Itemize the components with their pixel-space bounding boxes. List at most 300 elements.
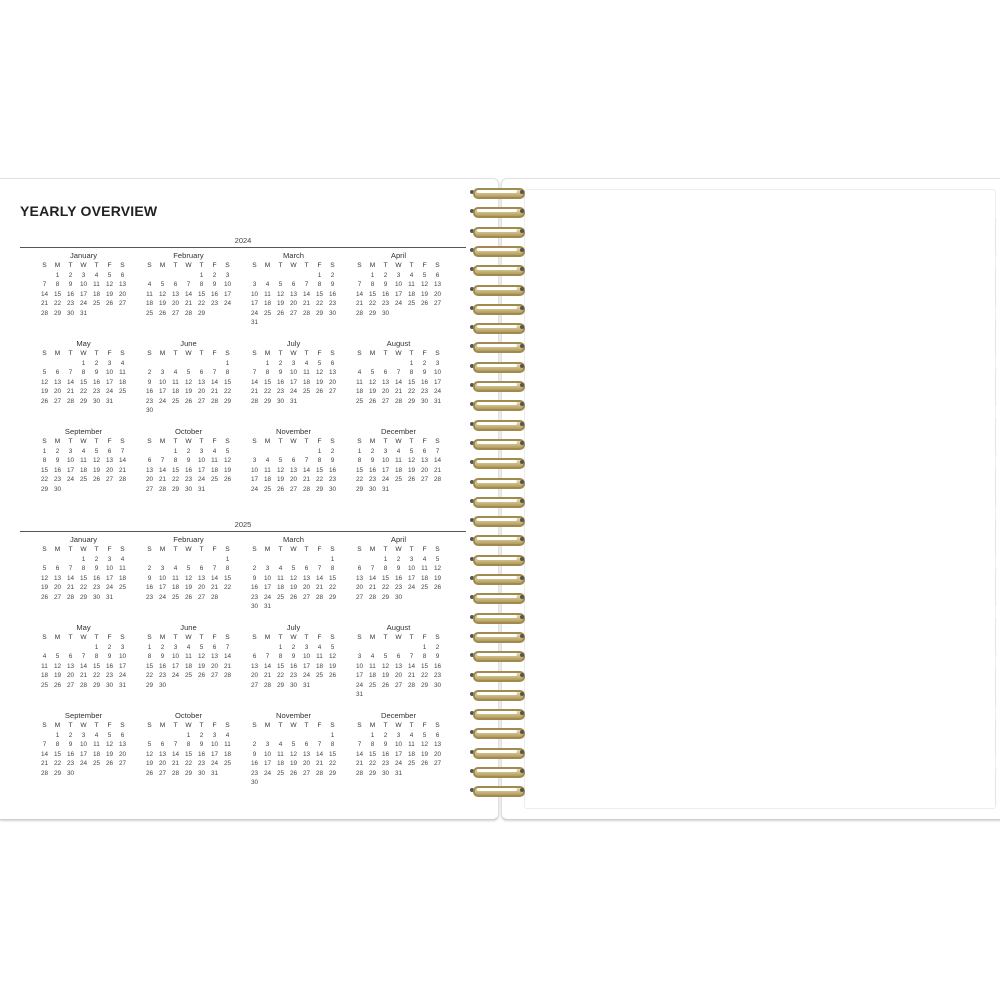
day-cell: 2 (147, 369, 152, 376)
day-cell: 23 (210, 300, 219, 307)
weekday-label: T (383, 262, 388, 269)
day-cell: 17 (250, 476, 259, 483)
week-row (38, 574, 143, 584)
month-name: July (286, 623, 301, 632)
day-cell: 24 (158, 397, 167, 405)
day-cell: 25 (118, 584, 127, 591)
binding-hole (520, 557, 524, 561)
day-cell: 30 (289, 681, 298, 689)
weekday-label: T (383, 546, 388, 553)
day-cell (77, 769, 90, 779)
day-cell (221, 485, 234, 495)
weekday-label: F (422, 438, 427, 445)
day-cell: 11 (185, 653, 192, 660)
day-cell: 9 (94, 369, 99, 376)
day-cell (182, 406, 195, 416)
day-cell: 16 (92, 378, 101, 386)
day-cell: 3 (435, 359, 440, 367)
weekday-label: T (68, 722, 73, 729)
week-row (143, 662, 248, 672)
weekday-label: W (290, 722, 297, 729)
day-cell: 9 (55, 457, 60, 464)
day-cell: 18 (276, 760, 285, 767)
day-cell: 27 (118, 300, 127, 307)
day-cell: 25 (276, 769, 285, 777)
day-cell (431, 485, 444, 495)
day-cell (392, 485, 405, 495)
weekday-label: S (42, 722, 47, 729)
week-row (143, 593, 248, 603)
day-cell: 17 (171, 662, 180, 670)
day-cell: 11 (119, 565, 126, 572)
day-cell: 13 (289, 466, 298, 474)
week-row (353, 447, 458, 457)
day-cell: 25 (302, 388, 311, 395)
day-cell: 6 (199, 565, 204, 572)
day-cell: 13 (433, 281, 442, 288)
day-cell: 7 (186, 281, 191, 288)
day-cell (313, 555, 326, 565)
day-cell: 6 (357, 565, 362, 572)
spiral-coil (470, 688, 526, 700)
day-cell: 31 (302, 681, 311, 689)
week-row (248, 750, 353, 760)
day-cell (366, 359, 379, 369)
day-cell: 8 (81, 565, 86, 572)
day-cell: 14 (40, 290, 49, 298)
week-row (353, 309, 458, 319)
weekday-label: M (159, 350, 166, 357)
day-cell: 16 (184, 466, 193, 474)
weekday-label: T (278, 722, 283, 729)
weekday-label: T (199, 722, 204, 729)
day-cell: 19 (92, 466, 101, 474)
day-cell: 24 (79, 300, 88, 307)
day-cell (182, 681, 195, 691)
day-cell: 20 (289, 300, 298, 307)
day-cell (274, 447, 287, 457)
day-cell: 27 (66, 681, 75, 689)
day-cell: 28 (40, 769, 49, 777)
day-cell (116, 309, 129, 319)
day-cell: 22 (407, 388, 416, 395)
day-cell: 23 (381, 300, 390, 307)
weekday-label: M (54, 262, 61, 269)
day-cell: 21 (158, 476, 167, 483)
day-cell: 14 (368, 574, 377, 582)
day-cell (366, 643, 379, 653)
spiral-coil (470, 746, 526, 758)
day-cell: 12 (407, 457, 416, 464)
day-cell: 14 (171, 750, 180, 758)
weekday-header (353, 261, 458, 271)
weekday-header (248, 261, 353, 271)
day-cell: 4 (409, 731, 414, 739)
day-cell: 6 (212, 643, 217, 651)
day-cell: 9 (147, 574, 152, 582)
day-cell (261, 778, 274, 788)
day-cell: 28 (368, 593, 377, 601)
day-cell: 4 (212, 447, 217, 455)
binding-hole (520, 248, 524, 252)
day-cell (156, 406, 169, 416)
day-cell: 7 (357, 281, 362, 288)
week-row (353, 387, 458, 397)
day-cell: 24 (158, 593, 167, 601)
day-cell: 20 (210, 662, 219, 670)
week-row (353, 397, 458, 407)
day-cell (248, 447, 261, 457)
day-cell: 31 (105, 593, 114, 601)
day-cell: 25 (276, 593, 285, 601)
week-row (38, 359, 143, 369)
weekday-label: T (199, 350, 204, 357)
day-cell: 24 (223, 300, 232, 307)
day-cell: 5 (160, 281, 165, 288)
day-cell: 5 (225, 447, 230, 455)
day-cell (366, 690, 379, 700)
day-cell: 1 (330, 555, 335, 563)
day-cell: 26 (289, 769, 298, 777)
day-cell: 6 (422, 447, 427, 455)
day-cell: 11 (356, 378, 363, 386)
day-cell: 21 (263, 672, 272, 679)
day-cell (418, 309, 431, 319)
day-cell: 21 (315, 760, 324, 767)
day-cell: 18 (368, 672, 377, 679)
day-cell: 20 (328, 378, 337, 386)
day-cell: 5 (147, 741, 152, 748)
weekday-label: T (409, 634, 414, 641)
day-cell: 12 (40, 574, 49, 582)
weekday-label: T (173, 350, 178, 357)
day-cell: 22 (368, 760, 377, 767)
day-cell: 18 (92, 290, 101, 298)
day-cell: 4 (225, 731, 230, 739)
day-cell: 5 (422, 731, 427, 739)
weekday-label: T (199, 262, 204, 269)
day-cell: 8 (383, 565, 388, 572)
day-cell: 16 (289, 662, 298, 670)
day-cell: 7 (357, 741, 362, 748)
day-cell: 29 (381, 593, 390, 601)
week-row (248, 555, 353, 565)
day-cell (261, 643, 274, 653)
weekday-label: T (68, 350, 73, 357)
month-calendar-july (248, 339, 353, 427)
binding-hole (520, 441, 524, 445)
day-cell (64, 485, 77, 495)
day-cell: 21 (66, 388, 75, 395)
day-cell: 16 (158, 662, 167, 670)
day-cell: 3 (212, 731, 217, 739)
day-cell (353, 731, 366, 741)
day-cell: 15 (223, 378, 232, 386)
day-cell: 13 (118, 281, 127, 288)
week-row (248, 466, 353, 476)
coil-highlight (477, 692, 517, 695)
day-cell: 13 (197, 574, 206, 582)
day-cell: 7 (435, 447, 440, 455)
binding-hole (520, 499, 524, 503)
weekday-label: M (159, 722, 166, 729)
weekday-label: T (304, 262, 309, 269)
day-cell: 25 (223, 760, 232, 767)
day-cell: 20 (66, 672, 75, 679)
day-cell: 17 (407, 574, 416, 582)
day-cell: 30 (66, 769, 75, 777)
week-row (248, 318, 353, 328)
coil-highlight (477, 788, 517, 791)
weekday-label: W (395, 634, 402, 641)
day-cell: 2 (330, 447, 335, 455)
day-cell (143, 555, 156, 565)
month-tab-edge (995, 669, 1000, 705)
day-cell: 8 (94, 653, 99, 660)
day-cell: 26 (92, 476, 101, 483)
day-cell: 3 (160, 565, 165, 572)
day-cell: 20 (302, 584, 311, 591)
day-cell (38, 555, 51, 565)
weekday-label: T (278, 350, 283, 357)
day-cell: 10 (158, 378, 167, 386)
week-row (38, 662, 143, 672)
day-cell: 15 (328, 574, 337, 582)
month-calendar-july (248, 623, 353, 711)
month-tab-edge (995, 469, 1000, 505)
weekday-header (38, 349, 143, 359)
day-cell: 8 (199, 281, 204, 288)
day-cell: 21 (118, 466, 127, 474)
day-cell: 5 (291, 565, 296, 572)
day-cell: 14 (433, 457, 442, 464)
weekday-label: F (212, 546, 217, 553)
day-cell: 5 (94, 447, 99, 455)
spiral-coil (470, 726, 526, 738)
day-cell: 3 (107, 555, 112, 563)
day-cell: 13 (66, 662, 75, 670)
week-row (353, 378, 458, 388)
day-cell: 13 (289, 290, 298, 298)
day-cell: 31 (250, 319, 259, 326)
day-cell: 1 (186, 731, 191, 739)
day-cell: 19 (40, 388, 49, 395)
day-cell: 30 (381, 309, 390, 317)
day-cell: 23 (145, 397, 154, 405)
day-cell: 5 (409, 447, 414, 455)
day-cell: 29 (223, 397, 232, 405)
day-cell: 26 (145, 769, 154, 777)
binding-hole (520, 383, 524, 387)
weekday-label: S (252, 262, 257, 269)
day-cell: 11 (264, 466, 271, 474)
day-cell: 11 (277, 750, 284, 758)
day-cell: 13 (118, 741, 127, 748)
day-cell: 27 (158, 769, 167, 777)
day-cell: 12 (276, 466, 285, 474)
month-tab-edge (995, 419, 1000, 455)
day-cell (405, 593, 418, 603)
week-row (248, 574, 353, 584)
day-cell: 28 (263, 681, 272, 689)
day-cell: 2 (160, 643, 165, 651)
day-cell: 27 (53, 397, 62, 405)
day-cell: 12 (368, 378, 377, 386)
day-cell: 2 (212, 271, 217, 279)
binding-hole (520, 673, 524, 677)
day-cell: 20 (355, 584, 364, 591)
day-cell: 2 (252, 565, 257, 572)
week-row (143, 769, 248, 779)
day-cell: 21 (315, 584, 324, 591)
day-cell (274, 318, 287, 328)
day-cell (182, 271, 195, 281)
day-cell: 6 (107, 447, 112, 455)
day-cell: 17 (223, 290, 232, 298)
week-row (248, 583, 353, 593)
day-cell (300, 731, 313, 741)
day-cell: 9 (291, 653, 296, 660)
week-row (353, 280, 458, 290)
week-row (143, 652, 248, 662)
day-cell: 31 (210, 769, 219, 777)
week-row (248, 769, 353, 779)
day-cell (103, 769, 116, 779)
month-tab-edge (995, 619, 1000, 655)
day-cell (261, 731, 274, 741)
day-cell: 30 (184, 485, 193, 493)
day-cell: 9 (383, 741, 388, 748)
weekday-label: F (212, 350, 217, 357)
day-cell (379, 690, 392, 700)
spiral-coil (470, 591, 526, 603)
months-grid (20, 251, 466, 515)
coil-highlight (477, 634, 517, 637)
day-cell: 4 (173, 565, 178, 572)
day-cell: 15 (355, 466, 364, 474)
day-cell: 11 (395, 457, 402, 464)
day-cell: 19 (105, 290, 114, 298)
day-cell: 28 (355, 309, 364, 317)
day-cell: 19 (328, 662, 337, 670)
day-cell: 27 (171, 309, 180, 317)
day-cell: 22 (40, 476, 49, 483)
spiral-coil (470, 611, 526, 623)
day-cell: 17 (118, 662, 127, 670)
day-cell: 26 (328, 672, 337, 679)
weekday-label: F (317, 722, 322, 729)
weekday-header (38, 721, 143, 731)
day-cell: 18 (171, 388, 180, 395)
day-cell: 1 (55, 731, 60, 739)
week-row (248, 447, 353, 457)
week-row (143, 387, 248, 397)
day-cell: 18 (263, 476, 272, 483)
day-cell (51, 555, 64, 565)
week-row (248, 759, 353, 769)
weekday-label: S (357, 350, 362, 357)
day-cell: 25 (184, 672, 193, 679)
day-cell: 30 (276, 397, 285, 405)
day-cell: 8 (225, 565, 230, 572)
coil-highlight (477, 229, 517, 232)
weekday-header (38, 437, 143, 447)
day-cell: 2 (383, 731, 388, 739)
weekday-label: S (225, 634, 230, 641)
weekday-label: S (435, 438, 440, 445)
day-cell: 1 (383, 555, 388, 563)
day-cell: 24 (66, 476, 75, 483)
weekday-label: W (185, 350, 192, 357)
day-cell: 21 (66, 584, 75, 591)
day-cell: 27 (197, 593, 206, 601)
weekday-label: S (225, 350, 230, 357)
day-cell: 8 (317, 457, 322, 464)
day-cell: 28 (433, 476, 442, 483)
day-cell: 29 (79, 397, 88, 405)
weekday-label: S (330, 350, 335, 357)
day-cell: 15 (368, 290, 377, 298)
weekday-label: W (80, 634, 87, 641)
week-row (38, 290, 143, 300)
day-cell: 5 (435, 555, 440, 563)
day-cell (313, 681, 326, 691)
day-cell: 19 (420, 750, 429, 758)
week-row (38, 397, 143, 407)
day-cell: 6 (55, 369, 60, 376)
weekday-label: S (357, 634, 362, 641)
day-cell (326, 602, 339, 612)
coil-highlight (477, 480, 517, 483)
weekday-label: T (278, 438, 283, 445)
day-cell: 12 (145, 750, 154, 758)
spiral-coil (470, 707, 526, 719)
day-cell: 26 (289, 593, 298, 601)
weekday-label: S (147, 546, 152, 553)
day-cell: 9 (68, 281, 73, 288)
day-cell: 14 (394, 378, 403, 386)
day-cell: 23 (53, 476, 62, 483)
binding-hole (520, 190, 524, 194)
day-cell: 15 (276, 662, 285, 670)
day-cell: 19 (145, 760, 154, 767)
weekday-label: S (252, 634, 257, 641)
day-cell: 15 (315, 290, 324, 298)
week-row (143, 359, 248, 369)
day-cell: 27 (420, 476, 429, 483)
day-cell: 25 (394, 476, 403, 483)
week-row (248, 593, 353, 603)
weekday-header (353, 437, 458, 447)
day-cell: 19 (289, 584, 298, 591)
day-cell: 16 (381, 750, 390, 758)
day-cell: 27 (355, 593, 364, 601)
day-cell: 17 (158, 388, 167, 395)
day-cell: 20 (158, 760, 167, 767)
week-row (143, 750, 248, 760)
day-cell: 10 (289, 369, 298, 376)
day-cell (248, 643, 261, 653)
week-row (248, 602, 353, 612)
weekday-label: T (304, 350, 309, 357)
day-cell: 11 (408, 741, 415, 748)
day-cell: 9 (396, 565, 401, 572)
day-cell: 11 (80, 457, 87, 464)
month-tab-edge (995, 519, 1000, 555)
day-cell: 30 (158, 681, 167, 689)
week-row (353, 271, 458, 281)
day-cell: 22 (263, 388, 272, 395)
